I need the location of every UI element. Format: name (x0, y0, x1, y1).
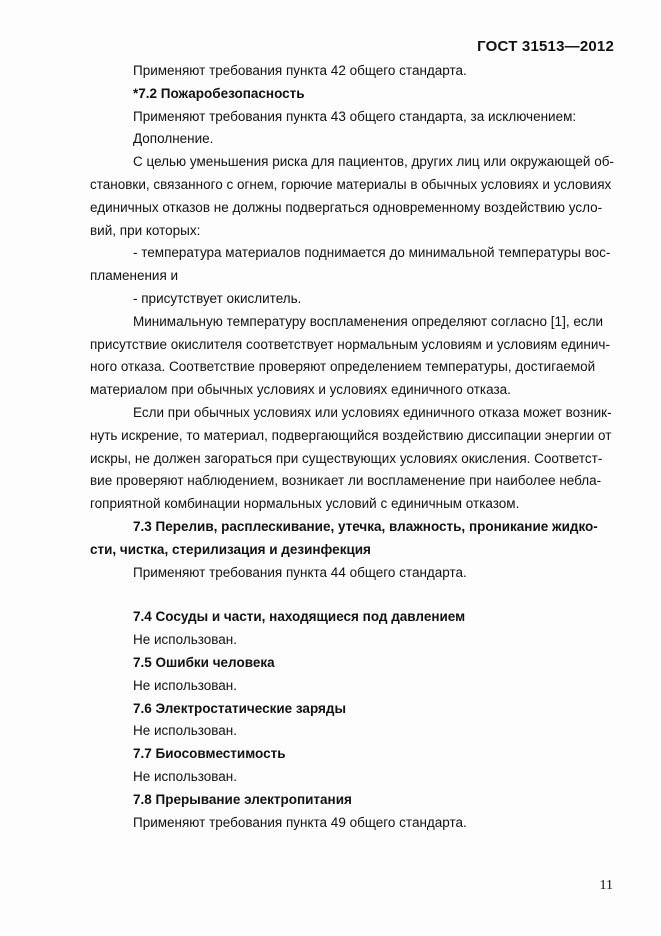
page-number: 11 (599, 878, 613, 893)
spacer (90, 584, 614, 606)
section-heading-7-7: 7.7 Биосовместимость (133, 746, 286, 762)
paragraph: Не использован. (133, 632, 238, 648)
section-heading-7-3-continuation: сти, чистка, стерилизация и дезинфекция (90, 541, 371, 557)
paragraph-line: С целью уменьшения риска для пациентов, других лиц или окружающей об- (133, 154, 614, 170)
list-item: - присутствует окислитель. (133, 290, 302, 306)
paragraph: Дополнение. (133, 131, 214, 147)
list-item: - температура материалов поднимается до минимальной температуры вос- (133, 245, 611, 261)
paragraph: Применяют требования пункта 42 общего стандарта. (133, 63, 467, 78)
standard-header: ГОСТ 31513—2012 (477, 38, 614, 55)
paragraph-line: гоприятной комбинации нормальных условий с единичным отказом. (90, 496, 520, 512)
section-heading-7-6: 7.6 Электростатические заряды (133, 700, 346, 716)
paragraph-line: Минимальную температуру воспламенения определяют согласно [1], если (133, 313, 603, 329)
paragraph: Применяют требования пункта 44 общего стандарта. (133, 564, 467, 580)
paragraph-line: искры, не должен загораться при существующих условиях окисления. Соответст- (90, 450, 603, 466)
section-heading-7-8: 7.8 Прерывание электропитания (133, 791, 352, 807)
section-heading-7-5: 7.5 Ошибки человека (133, 654, 275, 670)
section-heading-7-4: 7.4 Сосуды и части, находящиеся под давлением (133, 609, 466, 625)
paragraph-line: Если при обычных условиях или условиях единичного отказа может возник- (133, 404, 612, 420)
paragraph-line: ного отказа. Соответствие проверяют определением температуры, достигаемой (90, 359, 596, 375)
paragraph-line: присутствие окислителя соответствует нормальным условиям и условиям единич- (90, 336, 610, 352)
paragraph-line: становки, связанного с огнем, горючие материалы в обычных условиях и условиях (90, 176, 612, 192)
list-item-continuation: пламенения и (90, 268, 179, 284)
document-body (90, 60, 614, 834)
section-heading-7-3: 7.3 Перелив, расплескивание, утечка, влажность, проникание жидко- (133, 518, 598, 534)
paragraph-line: единичных отказов не должны подвергаться одновременному воздействию усло- (90, 199, 603, 215)
paragraph-line: вие проверяют наблюдением, возникает ли воспламенение при наиболее небла- (90, 473, 602, 489)
paragraph: Не использован. (133, 677, 238, 693)
paragraph: Применяют требования пункта 49 общего стандарта. (133, 814, 467, 830)
paragraph-line: вий, при которых: (90, 222, 201, 238)
paragraph: Не использован. (133, 723, 238, 739)
paragraph-line: нуть искрение, то материал, подвергающийся воздействию диссипации энергии от (90, 427, 612, 443)
paragraph: Применяют требования пункта 43 общего стандарта, за исключением: (133, 108, 577, 124)
section-heading-7-2: *7.2 Пожаробезопасность (133, 85, 305, 101)
paragraph-line: материалом при обычных условиях и условиях единичного отказа. (90, 382, 511, 398)
paragraph: Не использован. (133, 768, 238, 784)
